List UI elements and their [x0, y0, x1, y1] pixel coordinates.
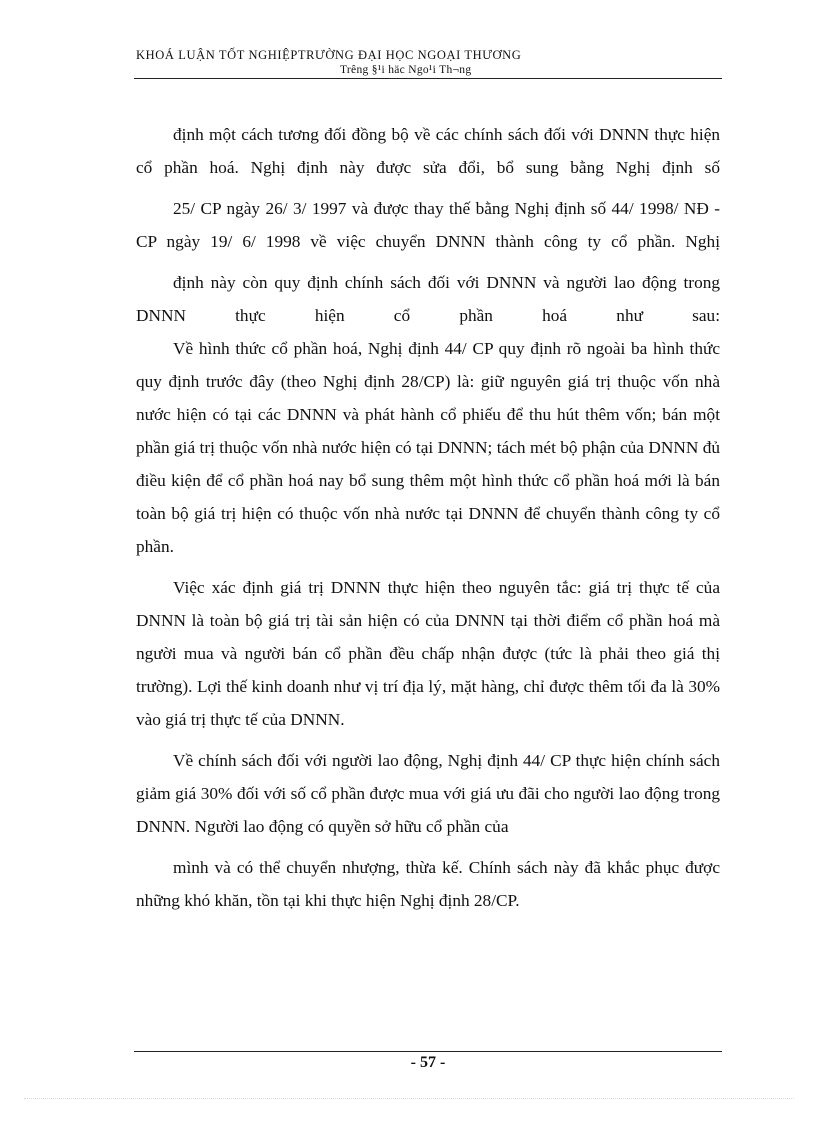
- page-edge-divider: [24, 1098, 794, 1099]
- paragraph: định một cách tương đối đồng bộ về các chính sách đối với DNNN thực hiện cổ phần hoá. Nghị định này được sửa đổi, bổ sung bằng Nghị định số: [136, 125, 720, 177]
- paragraph: Về chính sách đối với người lao động, Nghị định 44/ CP thực hiện chính sách giảm giá 30% đối với số cổ phần được mua với giá ưu đãi cho người lao động trong DNNN. Người lao động có quyền sở hữu cổ phần của: [136, 751, 720, 836]
- header-subtitle: Trêng §¹i häc Ngo¹i Th¬ng: [340, 64, 472, 76]
- paragraph: Việc xác định giá trị DNNN thực hiện theo nguyên tắc: giá trị thực tế của DNNN là toàn bộ giá trị tài sản hiện có của DNNN tại thời điểm cổ phần hoá mà người mua và người bán cổ phần đều chấp nhận được (tức là phải theo giá thị trường). Lợi thế kinh doanh như vị trí địa lý, mặt hàng, chỉ được thêm tối đa là 30% vào giá trị thực tế của DNNN.: [136, 578, 720, 729]
- body-text: [136, 118, 720, 917]
- paragraph: 25/ CP ngày 26/ 3/ 1997 và được thay thế bằng Nghị định số 44/ 1998/ NĐ - CP ngày 19/ 6/ 1998 về việc chuyển DNNN thành công ty cổ phần. Nghị: [136, 199, 720, 251]
- paragraph: mình và có thể chuyển nhượng, thừa kế. Chính sách này đã khắc phục được những khó khăn, tồn tại khi thực hiện Nghị định 28/CP.: [136, 858, 720, 910]
- header-title: KHOÁ LUẬN TỐT NGHIỆPTRƯỜNG ĐẠI HỌC NGOẠI THƯƠNG: [136, 48, 522, 62]
- footer-divider: [134, 1051, 722, 1052]
- paragraph: định này còn quy định chính sách đối với DNNN và người lao động trong DNNN thực hiện cổ phần hoá như sau:: [136, 273, 720, 325]
- page-number: - 57 -: [410, 1054, 446, 1071]
- header-divider: [134, 78, 722, 79]
- paragraph: Về hình thức cổ phần hoá, Nghị định 44/ CP quy định rõ ngoài ba hình thức quy định trước đây (theo Nghị định 28/CP) là: giữ nguyên giá trị thuộc vốn nhà nước hiện có tại các DNNN và phát hành cổ phiếu để thu hút thêm vốn; bán một phần giá trị thuộc vốn nhà nước hiện có tại DNNN; tách mét bộ phận của DNNN đủ điều kiện để cổ phần hoá nay bổ sung thêm một hình thức cổ phần hoá mới là bán toàn bộ giá trị hiện có thuộc vốn nhà nước tại DNNN để chuyển thành công ty cổ phần.: [136, 339, 720, 556]
